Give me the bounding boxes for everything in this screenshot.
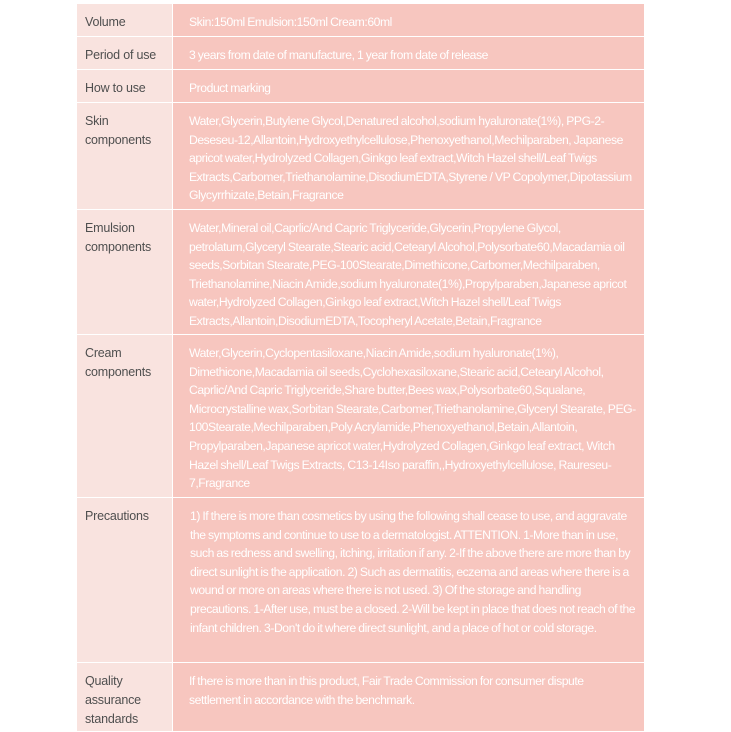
row-value-cell [173, 70, 645, 103]
row-value-cell [173, 4, 645, 37]
row-label-cell [77, 70, 173, 103]
table-row-emulsion-components [77, 210, 645, 335]
row-value-how-to-use: Product marking [189, 81, 271, 95]
product-spec-table [76, 3, 645, 732]
table-row-cream-components [77, 335, 645, 498]
row-label-precautions: Precautions [85, 509, 149, 523]
table-row-how-to-use [77, 70, 645, 103]
row-label-period-of-use: Period of use [85, 48, 157, 62]
row-value-cell [173, 663, 645, 732]
row-label-cell [77, 663, 173, 732]
table-row-volume [77, 4, 645, 37]
row-label-cell [77, 103, 173, 210]
row-label-volume: Volume [85, 15, 126, 29]
row-label-cell [77, 210, 173, 335]
row-label-skin-components: Skin components [85, 114, 152, 147]
row-label-cell [77, 498, 173, 663]
row-value-cream-components: Water,Glycerin,Cyclopentasiloxane,Niacin Amide,sodium hyaluronate(1%), Dimethicone,Macadamia oil seeds,Cyclohexasiloxane,Stearic acid,Cetearyl Alcohol, Caprlic/And Capric Triglyceride,Share butter,Bees wax,Polysorbate60,Squalane, Microcrystalline wax,Sorbitan Stearate,Carbomer,Triethanolamine,Glyceryl Stearate, PEG-100Stearate,Mechilparaben,Poly Acrylamide,Phenoxyethanol,Betain,Allantoin, Propylparaben,Japanese apricot water,Hydrolyzed Collagen,Ginkgo leaf extract, Witch Hazel shell/Leaf Twigs Extracts, C13-14Iso paraffin,,Hydroxyethylcellulose, Raureseu-7,Fragrance [189, 346, 636, 491]
row-value-volume: Skin:150ml Emulsion:150ml Cream:60ml [189, 15, 392, 29]
row-label-emulsion-components: Emulsion components [85, 221, 152, 254]
table-row-precautions [77, 498, 645, 663]
row-label-cell [77, 37, 173, 70]
row-label-cell [77, 335, 173, 498]
row-value-cell [173, 37, 645, 70]
table-row-period-of-use [77, 37, 645, 70]
row-value-cell [173, 103, 645, 210]
row-value-precautions: 1) If there is more than cosmetics by using the following shall cease to use, and aggravate the symptoms and continue to use to a dermatologist. ATTENTION. 1-More than in use, such as redness and swelling, itching, irritation if any. 2-If the above there are more than by direct sunlight is the application. 2) Such as dermatitis, eczema and areas where there is a wound or more on areas where there is not used. 3) Of the storage and handling precautions. 1-After use, must be a closed. 2-Will be kept in place that does not reach of the infant children. 3-Don't do it where direct sunlight, and a place of hot or cold storage. [190, 509, 636, 635]
row-value-cell [173, 335, 645, 498]
table-row-quality-assurance [77, 663, 645, 732]
row-value-skin-components: Water,Glycerin,Butylene Glycol,Denatured alcohol,sodium hyaluronate(1%), PPG-2-Deseseu-12,Allantoin,Hydroxyethylcellulose,Phenoxyethanol,Mechilparaben, Japanese apricot water,Hydrolyzed Collagen,Ginkgo leaf extract,Witch Hazel shell/Leaf Twigs Extracts,Carbomer,Triethanolamine,DisodiumEDTA,Styrene / VP Copolymer,Dipotassium Glycyrrhizate,Betain,Fragrance [189, 114, 632, 203]
row-value-cell [173, 210, 645, 335]
table-row-skin-components [77, 103, 645, 210]
row-label-cell [77, 4, 173, 37]
row-value-quality-assurance: If there is more than in this product, Fair Trade Commission for consumer dispute settlement in accordance with the benchmark. [189, 674, 584, 707]
row-label-cream-components: Cream components [85, 346, 152, 379]
row-label-how-to-use: How to use [85, 81, 146, 95]
row-value-emulsion-components: Water,Mineral oil,Caprlic/And Capric Triglyceride,Glycerin,Propylene Glycol, petrolatum,Glyceryl Stearate,Stearic acid,Cetearyl Alcohol,Polysorbate60,Macadamia oil seeds,Sorbitan Stearate,PEG-100Stearate,Dimethicone,Carbomer,Mechilparaben, Triethanolamine,Niacin Amide,sodium hyaluronate(1%),Propylparaben,Japanese apricot water,Hydrolyzed Collagen,Ginkgo leaf extract,Witch Hazel shell/Leaf Twigs Extracts,Allantoin,DisodiumEDTA,Tocopheryl Acetate,Betain,Fragrance [189, 221, 627, 328]
row-value-period-of-use: 3 years from date of manufacture, 1 year from date of release [189, 48, 488, 62]
row-value-cell [173, 498, 645, 663]
row-label-quality-assurance: Quality assurance standards [85, 674, 141, 726]
